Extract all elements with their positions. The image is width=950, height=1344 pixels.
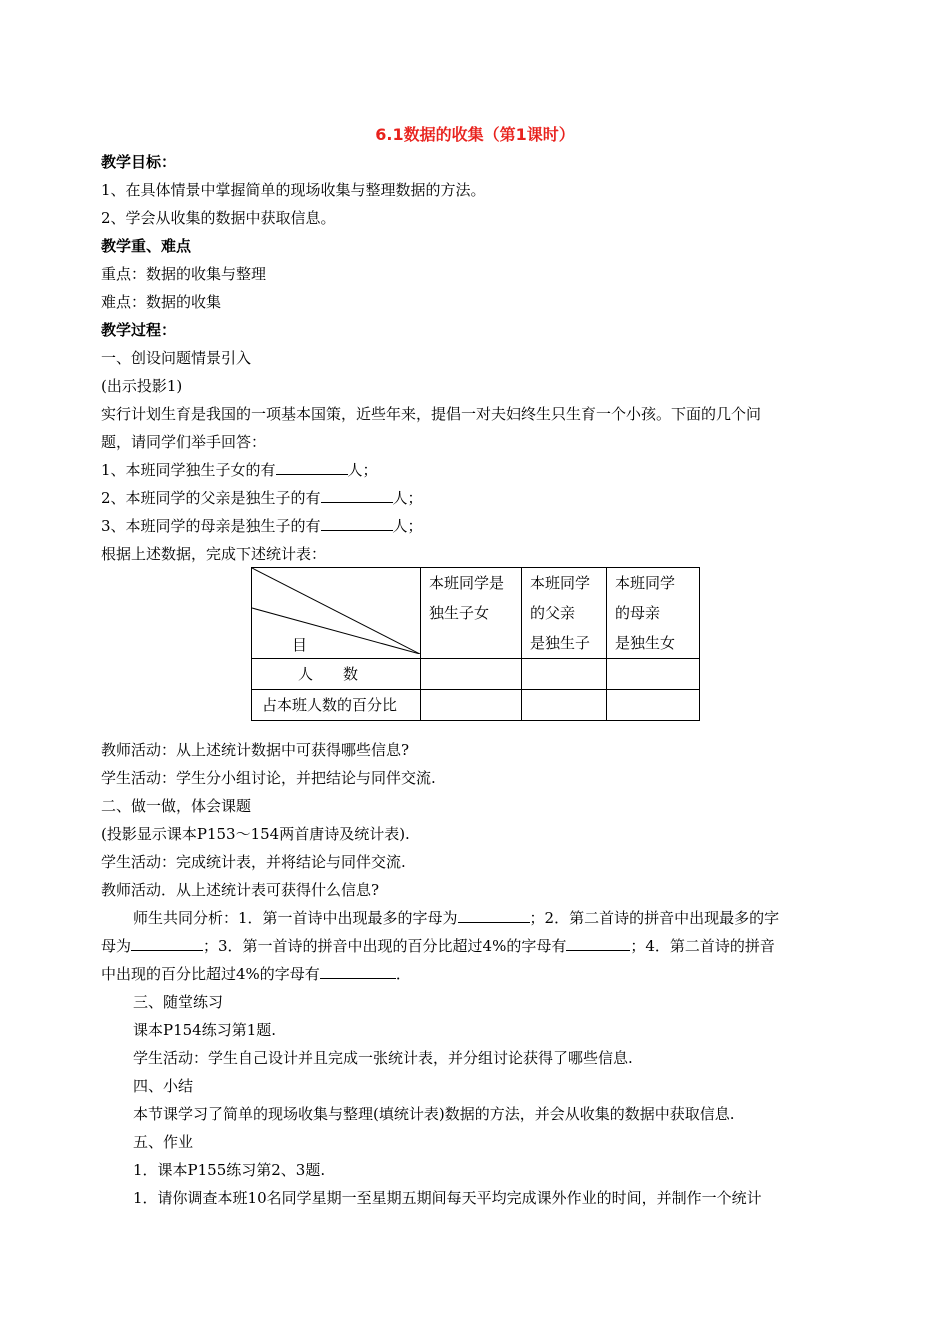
diagonal-lines <box>252 568 420 654</box>
column-header-3-line1: 本班同学 <box>615 574 676 592</box>
column-header-3-line3: 是独生女 <box>615 634 676 652</box>
section5-title: 五、作业 <box>133 1133 194 1151</box>
column-header-1 <box>421 568 522 659</box>
section4-text: 本节课学习了简单的现场收集与整理(填统计表)数据的方法，并会从收集的数据中获取信息. <box>133 1105 735 1123</box>
teacher-activity-2: 教师活动．从上述统计表可获得什么信息? <box>101 881 380 899</box>
table-cell <box>421 659 522 690</box>
student-activity-3: 学生活动：学生自己设计并且完成一张统计表，并分组讨论获得了哪些信息. <box>133 1049 633 1067</box>
analysis-text: 母为 <box>101 937 132 955</box>
table-header-row <box>252 568 700 659</box>
analysis-line-2 <box>101 936 775 956</box>
question-3 <box>101 516 423 536</box>
keypoints-heading: 教学重、难点 <box>101 237 192 255</box>
section1-title: 一、创设问题情景引入 <box>101 349 252 367</box>
analysis-text: 中出现的百分比超过4%的字母有 <box>101 965 320 983</box>
analysis-text: ；2．第二首诗的拼音中出现最多的字 <box>529 909 780 927</box>
table-cell <box>607 690 700 721</box>
teacher-activity-1: 教师活动：从上述统计数据中可获得哪些信息? <box>101 741 410 759</box>
table-cell <box>522 690 607 721</box>
table-cell <box>522 659 607 690</box>
answer-blank <box>320 964 396 979</box>
column-header-3 <box>607 568 700 659</box>
question-1-unit: 人； <box>347 461 378 479</box>
answer-blank <box>458 908 530 923</box>
corner-label: 目 <box>292 636 308 654</box>
answer-blank <box>276 460 348 475</box>
focus-text: 重点：数据的收集与整理 <box>101 265 267 283</box>
column-header-2-line1: 本班同学 <box>530 574 591 592</box>
column-header-2 <box>522 568 607 659</box>
table-cell <box>421 690 522 721</box>
analysis-text: ． <box>395 965 411 983</box>
homework-2: 1．请你调查本班10名同学星期一至星期五期间每天平均完成课外作业的时间，并制作一个统计 <box>133 1189 762 1207</box>
section1-paragraph-line2: 题，请同学们举手回答： <box>101 433 267 451</box>
analysis-text: ；4．第二首诗的拼音 <box>630 937 775 955</box>
section3-item: 课本P154练习第1题. <box>133 1021 277 1039</box>
answer-blank <box>321 488 393 503</box>
process-heading: 教学过程： <box>101 321 177 339</box>
table-intro: 根据上述数据，完成下述统计表： <box>101 545 327 563</box>
student-activity-2: 学生活动：完成统计表，并将结论与同伴交流. <box>101 853 406 871</box>
section2-title: 二、做一做，体会课题 <box>101 797 252 815</box>
student-activity-1: 学生活动：学生分小组讨论，并把结论与同伴交流. <box>101 769 436 787</box>
table-cell <box>607 659 700 690</box>
column-header-2-line3: 是独生子 <box>530 634 591 652</box>
question-2-unit: 人； <box>392 489 423 507</box>
row-label-count: 人 数 <box>252 659 421 690</box>
question-1-text: 1、本班同学独生子女的有 <box>101 461 276 479</box>
column-header-2-line2: 的父亲 <box>530 604 576 622</box>
column-header-1-line1: 本班同学是 <box>429 574 505 592</box>
goals-heading: 教学目标： <box>101 153 177 171</box>
section2-note: (投影显示课本P153～154两首唐诗及统计表). <box>101 825 410 843</box>
goal-item-1: 1、在具体情景中掌握简单的现场收集与整理数据的方法。 <box>101 181 486 199</box>
difficulty-text: 难点：数据的收集 <box>101 293 222 311</box>
section1-note: (出示投影1) <box>101 377 183 395</box>
homework-1: 1．课本P155练习第2、3题. <box>133 1161 326 1179</box>
table-row <box>252 690 700 721</box>
analysis-text: 师生共同分析：1．第一首诗中出现最多的字母为 <box>133 909 458 927</box>
answer-blank <box>321 516 393 531</box>
question-3-text: 3、本班同学的母亲是独生子的有 <box>101 517 321 535</box>
row-label-percentage: 占本班人数的百分比 <box>252 690 421 721</box>
question-2 <box>101 488 423 508</box>
diagonal-header-cell <box>252 568 421 659</box>
column-header-1-line2: 独生子女 <box>429 604 490 622</box>
goal-item-2: 2、学会从收集的数据中获取信息。 <box>101 209 336 227</box>
diagonal-header <box>252 568 420 654</box>
question-2-text: 2、本班同学的父亲是独生子的有 <box>101 489 321 507</box>
section1-paragraph-line1: 实行计划生育是我国的一项基本国策，近些年来，提倡一对夫妇终生只生育一个小孩。下面的几个问 <box>101 405 762 423</box>
analysis-line-1 <box>133 908 779 928</box>
statistics-table <box>251 567 700 721</box>
question-1 <box>101 460 378 480</box>
answer-blank <box>566 936 630 951</box>
analysis-line-3 <box>101 964 411 984</box>
page-title: 6.1数据的收集（第1课时） <box>375 125 575 144</box>
column-header-3-line2: 的母亲 <box>615 604 661 622</box>
analysis-text: ；3．第一首诗的拼音中出现的百分比超过4%的字母有 <box>203 937 567 955</box>
answer-blank <box>131 936 203 951</box>
section3-title: 三、随堂练习 <box>133 993 224 1011</box>
section4-title: 四、小结 <box>133 1077 194 1095</box>
table-row <box>252 659 700 690</box>
question-3-unit: 人； <box>392 517 423 535</box>
